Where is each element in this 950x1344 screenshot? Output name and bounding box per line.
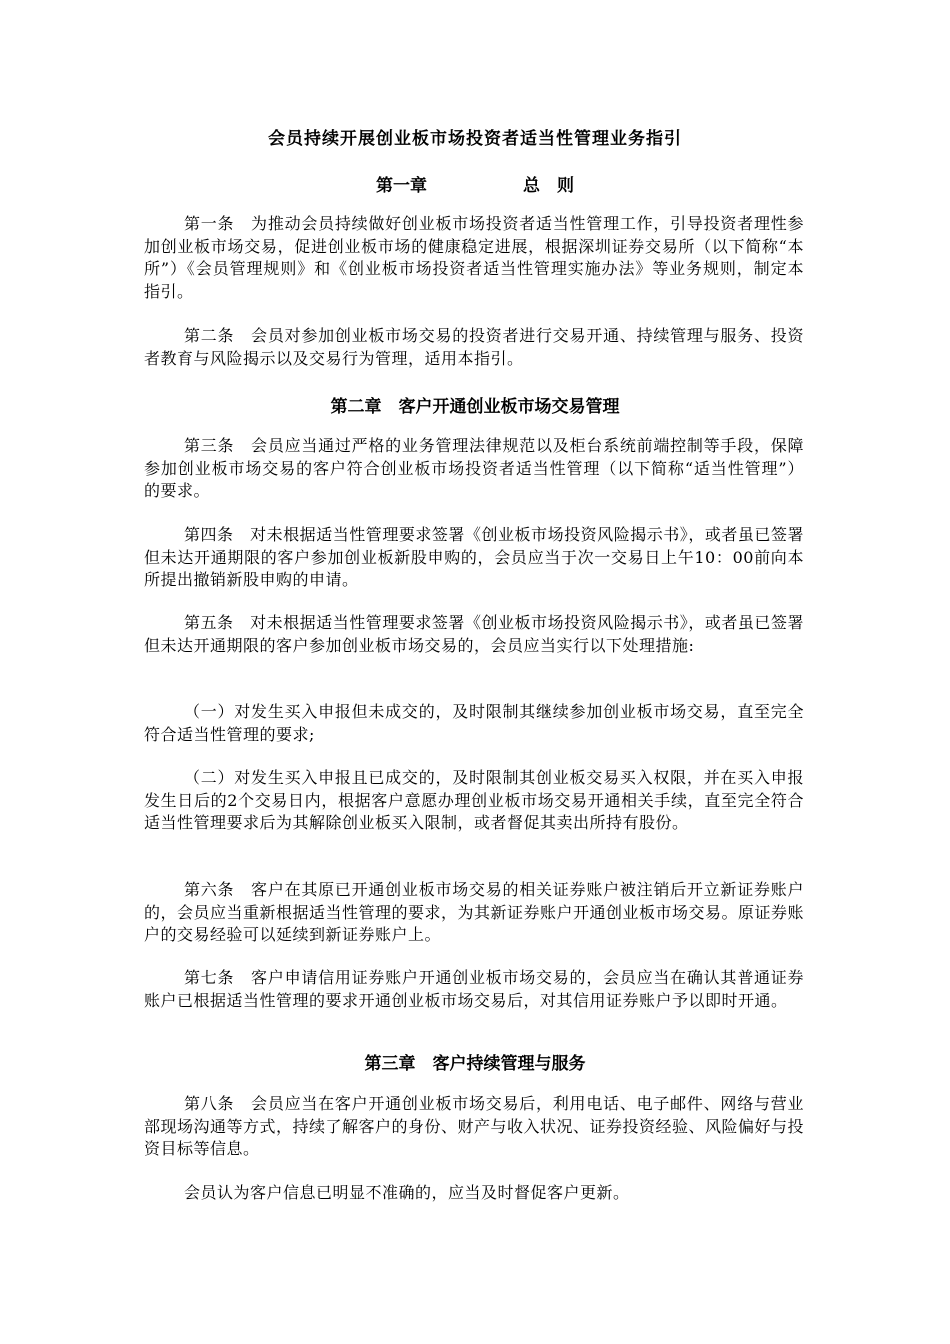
article-7: 第七条 客户申请信用证券账户开通创业板市场交易的，会员应当在确认其普通证券账户已根据适当性管理的要求开通创业板市场交易后，对其信用证券账户予以即时开通。: [144, 968, 804, 1010]
article-3: 第三条 会员应当通过严格的业务管理法律规范以及柜台系统前端控制等手段，保障参加创业板市场交易的客户符合创业板市场投资者适当性管理（以下简称“适当性管理”）的要求。: [144, 436, 804, 500]
article-6: 第六条 客户在其原已开通创业板市场交易的相关证券账户被注销后开立新证券账户的，会员应当重新根据适当性管理的要求，为其新证券账户开通创业板市场交易。原证券账户的交易经验可以延续到新证券账户上。: [144, 880, 805, 944]
article-4: 第四条 对未根据适当性管理要求签署《创业板市场投资风险揭示书》，或者虽已签署但未达开通期限的客户参加创业板新股申购的，会员应当于次一交易日上午10：00前向本所提出撤销新股申购的申请。: [144, 525, 804, 589]
article-5-item-1: （一）对发生买入申报但未成交的，及时限制其继续参加创业板市场交易，直至完全符合适当性管理的要求;: [144, 702, 804, 744]
chapter-number: 第一章: [376, 176, 427, 196]
article-2: 第二条 会员对参加创业板市场交易的投资者进行交易开通、持续管理与服务、投资者教育与风险揭示以及交易行为管理，适用本指引。: [144, 326, 804, 368]
chapter-name: 总 则: [523, 176, 574, 196]
chapter-number: 第三章: [364, 1054, 416, 1074]
chapter-number: 第二章: [330, 397, 382, 417]
article-8: 第八条 会员应当在客户开通创业板市场交易后，利用电话、电子邮件、网络与营业部现场沟通等方式，持续了解客户的身份、财产与收入状况、证券投资经验、风险偏好与投资目标等信息。: [144, 1094, 805, 1158]
article-5-item-2: （二）对发生买入申报且已成交的，及时限制其创业板交易买入权限，并在买入申报发生日后的2个交易日内，根据客户意愿办理创业板市场交易开通相关手续，直至完全符合适当性管理要求后为其解除创业板买入限制，或者督促其卖出所持有股份。: [144, 768, 804, 832]
article-8-paragraph-2: 会员认为客户信息已明显不准确的，应当及时督促客户更新。: [184, 1183, 630, 1202]
document-title: 会员持续开展创业板市场投资者适当性管理业务指引: [268, 129, 682, 149]
article-1: 第一条 为推动会员持续做好创业板市场投资者适当性管理工作，引导投资者理性参加创业板市场交易，促进创业板市场的健康稳定进展，根据深圳证券交易所（以下简称“本所”）《会员管理规则》和《创业板市场投资者适当性管理实施办法》等业务规则，制定本指引。: [144, 214, 804, 301]
chapter-name: 客户持续管理与服务: [432, 1054, 586, 1074]
chapter-heading-2: [0, 392, 950, 417]
chapter-name: 客户开通创业板市场交易管理: [398, 397, 620, 417]
chapter-heading-3: [0, 1049, 950, 1074]
chapter-heading-1: [0, 171, 950, 196]
article-5: 第五条 对未根据适当性管理要求签署《创业板市场投资风险揭示书》，或者虽已签署但未达开通期限的客户参加创业板市场交易的，会员应当实行以下处理措施:: [144, 613, 804, 655]
